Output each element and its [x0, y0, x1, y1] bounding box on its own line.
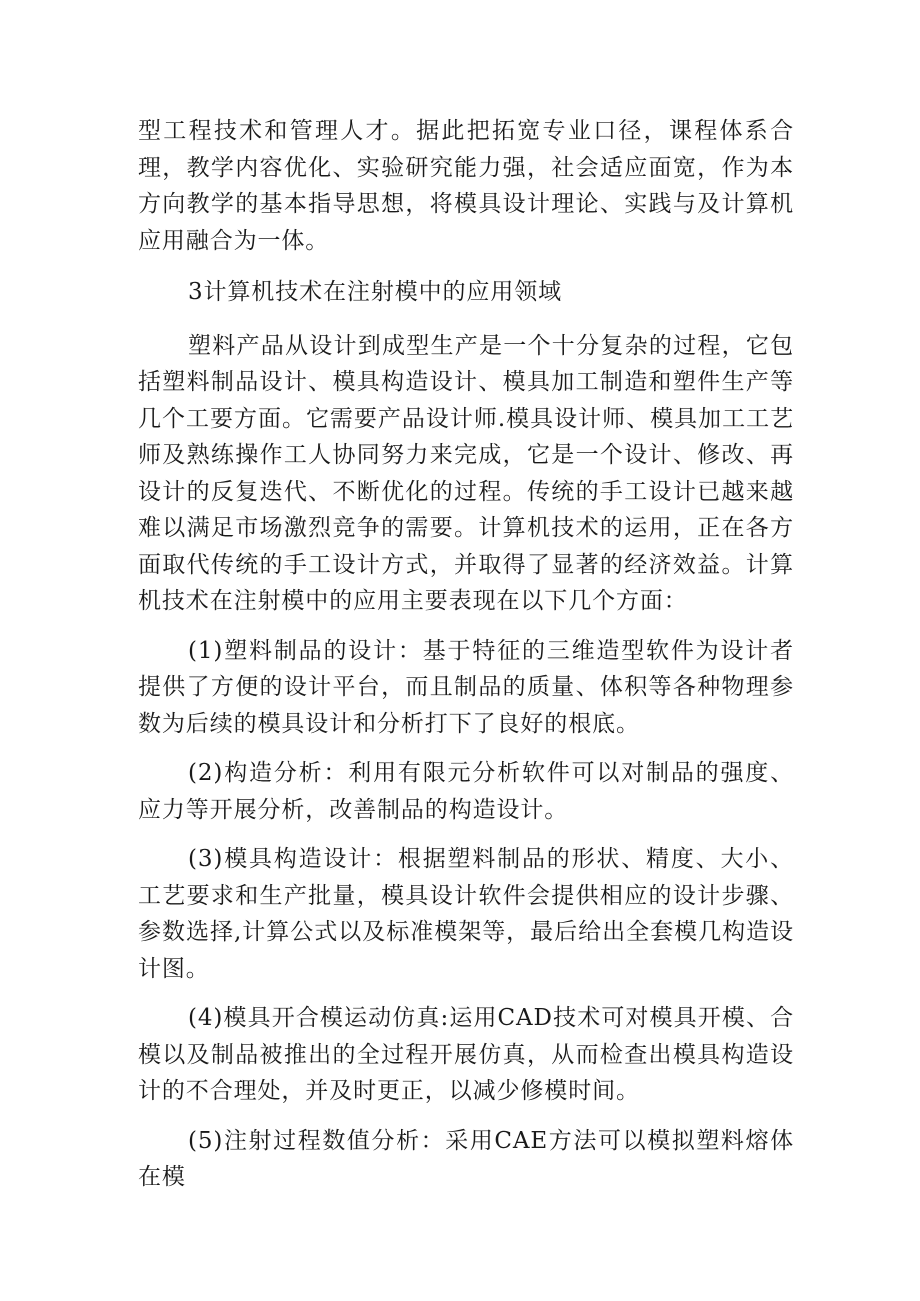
document-body	[138, 113, 794, 1209]
list-item-2: (2)构造分析：利用有限元分析软件可以对制品的强度、应力等开展分析，改善制品的构造设计。	[138, 760, 794, 823]
paragraph-intro: 塑料产品从设计到成型生产是一个十分复杂的过程，它包括塑料制品设计、模具构造设计、模具加工制造和塑件生产等几个工要方面。它需要产品设计师.模具设计师、模具加工工艺师及熟练操作工人协同努力来完成，它是一个设计、修改、再设计的反复迭代、不断优化的过程。传统的手工设计已越来越难以满足市场激烈竞争的需要。计算机技术的运用，正在各方面取代传统的手工设计方式，并取得了显著的经济效益。计算机技术在注射模中的应用主要表现在以下几个方面：	[138, 332, 794, 614]
list-item-4: (4)模具开合模运动仿真:运用CAD技术可对模具开模、合模以及制品被推出的全过程开展仿真，从而检查出模具构造设计的不合理处，并及时更正，以减少修模时间。	[138, 1005, 794, 1104]
paragraph-continued: 型工程技术和管理人才。据此把拓宽专业口径，课程体系合理，教学内容优化、实验研究能力强，社会适应面宽，作为本方向教学的基本指导思想，将模具设计理论、实践与及计算机应用融合为一体。	[138, 118, 794, 254]
list-item-1: (1)塑料制品的设计：基于特征的三维造型软件为设计者提供了方便的设计平台，而且制品的质量、体积等各种物理参数为后续的模具设计和分析打下了良好的根底。	[138, 637, 794, 737]
section-heading: 3计算机技术在注射模中的应用领域	[188, 279, 563, 305]
list-item-3: (3)模具构造设计：根据塑料制品的形状、精度、大小、工艺要求和生产批量，模具设计软件会提供相应的设计步骤、参数选择,计算公式以及标准模架等，最后给出全套模几构造设计图。	[138, 846, 794, 982]
list-item-5: (5)注射过程数值分析：采用CAE方法可以模拟塑料熔体在模	[138, 1127, 794, 1190]
